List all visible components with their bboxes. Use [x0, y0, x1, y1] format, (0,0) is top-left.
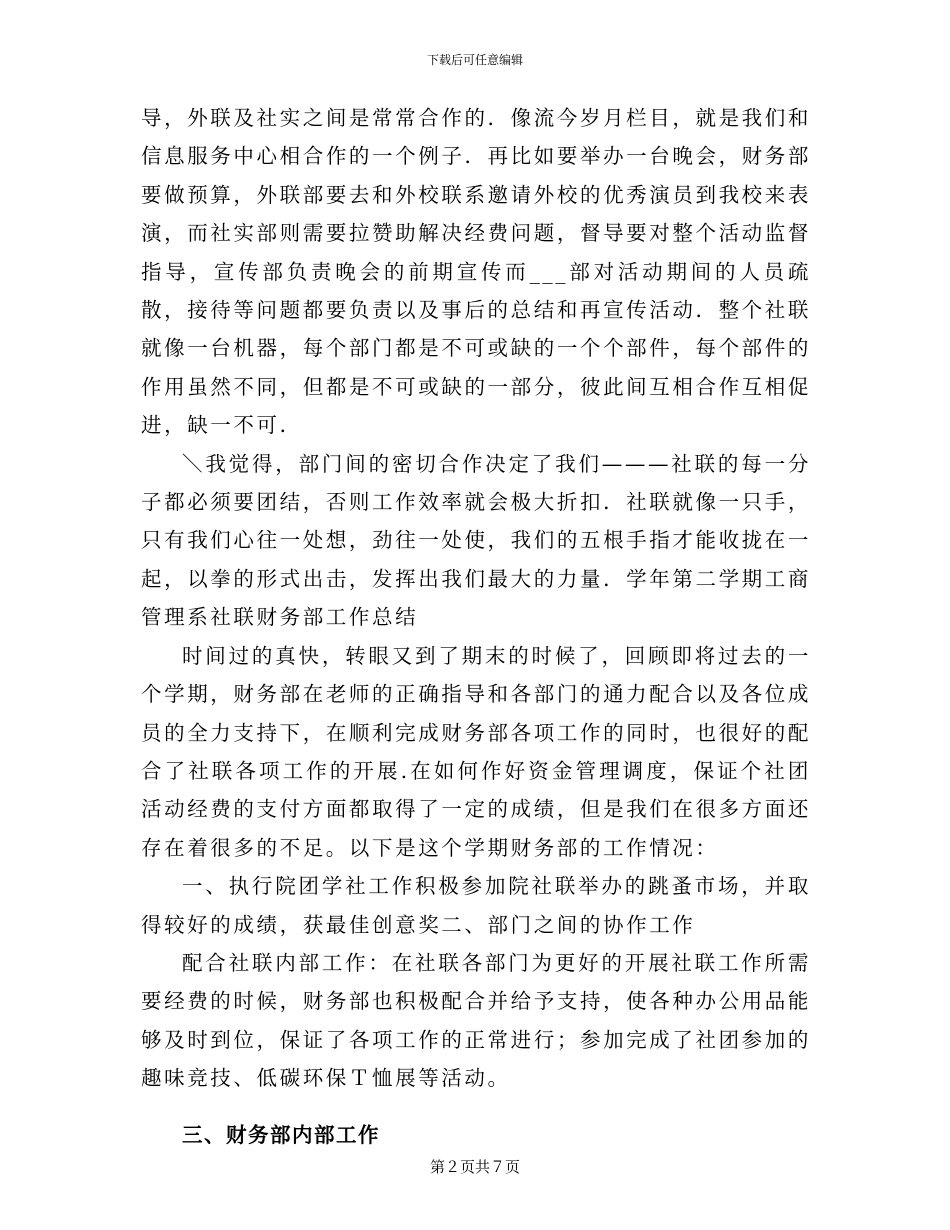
document-body: [141, 99, 811, 1154]
paragraph-internal-support: 配合社联内部工作：在社联各部门为更好的开展社联工作所需要经费的时候，财务部也积极配合并给予支持，使各种办公用品能够及时到位，保证了各项工作的正常进行；参加完成了社团参加的趣味竞技、低碳环保Ｔ恤展等活动。: [141, 950, 811, 1091]
paragraph-section-one: 一、执行院团学社工作积极参加院社联举办的跳蚤市场，并取得较好的成绩，获最佳创意奖二、部门之间的协作工作: [141, 874, 811, 937]
paragraph-cooperation-examples: 导，外联及社实之间是常常合作的．像流今岁月栏目，就是我们和信息服务中心相合作的一个例子．再比如要举办一台晚会，财务部要做预算，外联部要去和外校联系邀请外校的优秀演员到我校来表演，而社实部则需要拉赞助解决经费问题，督导要对整个活动监督指导，宣传部负责晚会的前期宣传而___部对活动期间的人员疏散，接待等问题都要负责以及事后的总结和再宣传活动．整个社联就像一台机器，每个部门都是不可或缺的一个个部件，每个部件的作用虽然不同，但都是不可或缺的一部分，彼此间互相合作互相促进，缺一不可．: [141, 106, 811, 438]
paragraph-semester-review: 时间过的真快，转眼又到了期末的时候了，回顾即将过去的一个学期，财务部在老师的正确指导和各部门的通力配合以及各位成员的全力支持下，在顺利完成财务部各项工作的同时，也很好的配合了社联各项工作的开展.在如何作好资金管理调度，保证个社团活动经费的支付方面都取得了一定的成绩，但是我们在很多方面还存在着很多的不足。以下是这个学期财务部的工作情况：: [141, 643, 811, 860]
page-header-note: 下载后可任意编辑: [426, 53, 523, 67]
section-heading: 三、财务部内部工作: [182, 1122, 380, 1147]
paragraph-unity: ＼我觉得，部门间的密切合作决定了我们———社联的每一分子都必须要团结，否则工作效率就会极大折扣．社联就像一只手，只有我们心往一处想，劲往一处使，我们的五根手指才能收拢在一起，以拳的形式出击，发挥出我们最大的力量．学年第二学期工商管理系社联财务部工作总结: [141, 451, 811, 630]
page-number: 第２页共７页: [429, 1158, 520, 1176]
